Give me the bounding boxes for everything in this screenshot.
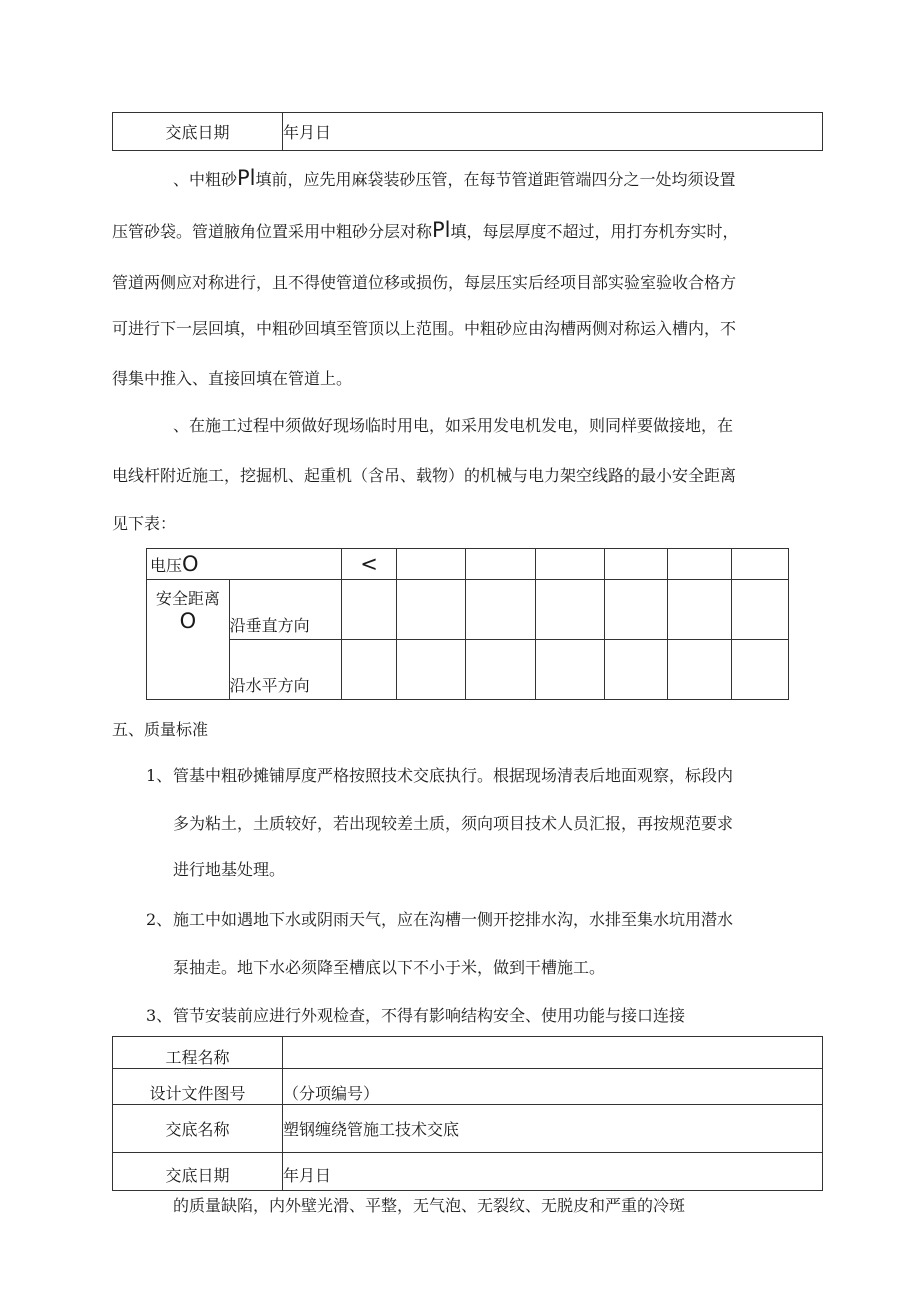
design-doc-value: （分项编号） [283,1084,380,1103]
item-line: 多为粘土，土质较好，若出现较差土质，须向项目技术人员汇报，再按规范要求 [173,814,734,833]
safe-distance-label-cell [147,580,230,700]
voltage-cell [604,549,667,580]
horizontal-direction-label: 沿水平方向 [229,676,310,695]
item-number: 2、 [146,910,173,929]
vertical-cell [667,580,732,640]
design-doc-value-cell [283,1069,823,1105]
item-line: 管节安装前应进行外观检查，不得有影响结构安全、使用功能与接口连接 [173,1006,686,1025]
item-line: 进行地基处理。 [173,860,286,879]
para1-line-4: 可进行下一层回填，中粗砂回填至管顶以上范围。中粗砂应由沟槽两侧对称运入槽内，不 [112,319,737,338]
vertical-cell [342,580,397,640]
vertical-label-cell [229,580,342,640]
voltage-cell [396,549,465,580]
header-label-cell [113,1105,283,1153]
vertical-cell [732,580,789,640]
disclosure-date-value: 年月日 [283,1166,332,1185]
voltage-label-cell [147,549,342,580]
horizontal-cell [465,640,536,700]
para1-line-1: 、中粗砂Pl填前，应先用麻袋装砂压管，在每节管道距管端四分之一处均须设置 [173,166,736,190]
para2-line-2: 电线杆附近施工，挖掘机、起重机（含吊、载物）的机械与电力架空线路的最小安全距离 [112,466,737,485]
top-date-table [112,112,823,151]
disclosure-date-value-cell [283,1153,823,1191]
safety-distance-table [146,548,789,700]
voltage-lt-cell [342,549,397,580]
horizontal-cell [732,640,789,700]
para1-line-5: 得集中推入、直接回填在管道上。 [112,369,353,388]
vertical-cell [536,580,605,640]
safe-distance-label: 安全距离 [155,589,220,608]
vertical-direction-label: 沿垂直方向 [229,616,310,635]
horizontal-cell [396,640,465,700]
vertical-cell [465,580,536,640]
header-label-cell [113,1037,283,1069]
voltage-cell [732,549,789,580]
voltage-unit: O [182,552,199,576]
horizontal-label-cell [229,640,342,700]
tail-text-line: 的质量缺陷，内外壁光滑、平整，无气泡、无裂纹、无脱皮和严重的冷斑 [173,1196,686,1215]
design-doc-label: 设计文件图号 [149,1084,246,1103]
less-than-symbol: < [360,552,378,576]
header-label-cell [113,1069,283,1105]
disclosure-header-table [112,1036,823,1191]
voltage-cell [536,549,605,580]
horizontal-cell [604,640,667,700]
horizontal-cell [667,640,732,700]
vertical-cell [396,580,465,640]
disclosure-date-label: 交底日期 [165,1166,230,1185]
voltage-cell [667,549,732,580]
project-name-value [283,1037,823,1069]
date-label: 交底日期 [165,123,230,142]
voltage-label: 电压 [150,556,183,575]
horizontal-cell [536,640,605,700]
date-value: 年月日 [283,123,332,142]
item-line: 泵抽走。地下水必须降至槽底以下不小于米，做到干槽施工。 [173,958,606,977]
header-label-cell [113,1153,283,1191]
project-name-label: 工程名称 [165,1048,230,1067]
para2-line-1: 、在施工过程中须做好现场临时用电，如采用发电机发电，则同样要做接地，在 [173,416,734,435]
vertical-cell [604,580,667,640]
date-value-cell [283,113,823,151]
section-heading-quality: 五、质量标准 [112,720,209,739]
item-line: 管基中粗砂摊铺厚度严格按照技术交底执行。根据现场清表后地面观察，标段内 [173,766,734,785]
item-number: 3、 [146,1006,173,1025]
para1-line-3: 管道两侧应对称进行，且不得使管道位移或损伤，每层压实后经项目部实验室验收合格方 [112,273,737,292]
item-number: 1、 [146,766,173,785]
date-label-cell [113,113,283,151]
voltage-cell [465,549,536,580]
disclosure-name-label: 交底名称 [165,1120,230,1139]
safe-distance-unit: O [179,609,197,633]
disclosure-name-value: 塑钢缠绕管施工技术交底 [283,1120,460,1139]
horizontal-cell [342,640,397,700]
para2-line-3: 见下表： [112,514,177,533]
para1-line-2: 压管砂袋。管道腋角位置采用中粗砂分层对称Pl填，每层厚度不超过，用打夯机夯实时， [112,218,739,242]
disclosure-name-value-cell [283,1105,823,1153]
item-line: 施工中如遇地下水或阴雨天气，应在沟槽一侧开挖排水沟，水排至集水坑用潜水 [173,910,734,929]
